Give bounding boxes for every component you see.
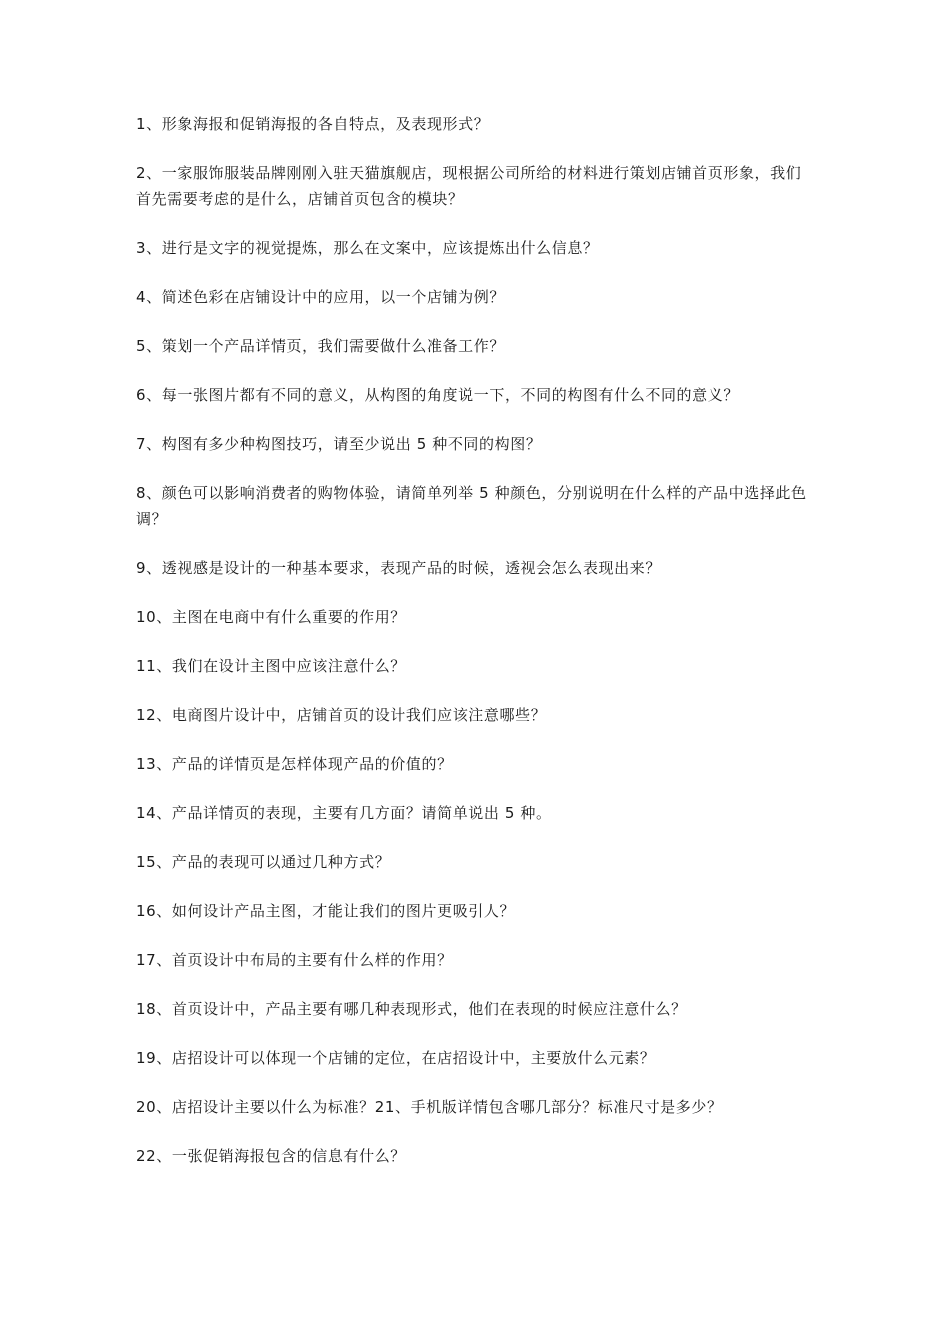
question-item: 18、首页设计中，产品主要有哪几种表现形式，他们在表现的时候应注意什么？ <box>136 1000 687 1018</box>
question-item: 19、店招设计可以体现一个店铺的定位，在店招设计中，主要放什么元素？ <box>136 1049 656 1067</box>
question-item: 1、形象海报和促销海报的各自特点，及表现形式？ <box>136 115 490 133</box>
question-item: 9、透视感是设计的一种基本要求，表现产品的时候，透视会怎么表现出来？ <box>136 559 661 577</box>
question-item: 10、主图在电商中有什么重要的作用？ <box>136 608 406 626</box>
question-item: 15、产品的表现可以通过几种方式？ <box>136 853 391 871</box>
question-item: 4、简述色彩在店铺设计中的应用，以一个店铺为例？ <box>136 288 505 306</box>
question-item: 2、一家服饰服装品牌刚刚入驻天猫旗舰店，现根据公司所给的材料进行策划店铺首页形象，我们首先需要考虑的是什么，店铺首页包含的模块？ <box>136 164 802 208</box>
question-item: 6、每一张图片都有不同的意义，从构图的角度说一下，不同的构图有什么不同的意义？ <box>136 386 739 404</box>
question-item: 11、我们在设计主图中应该注意什么？ <box>136 657 406 675</box>
question-item: 3、进行是文字的视觉提炼，那么在文案中，应该提炼出什么信息？ <box>136 239 599 257</box>
question-item: 5、策划一个产品详情页，我们需要做什么准备工作？ <box>136 337 505 355</box>
question-item: 16、如何设计产品主图，才能让我们的图片更吸引人？ <box>136 902 516 920</box>
question-item: 14、产品详情页的表现，主要有几方面？请简单说出 5 种。 <box>136 804 552 822</box>
question-item: 17、首页设计中布局的主要有什么样的作用？ <box>136 951 453 969</box>
question-item: 13、产品的详情页是怎样体现产品的价值的？ <box>136 755 453 773</box>
question-list <box>136 111 816 1192</box>
question-item: 12、电商图片设计中，店铺首页的设计我们应该注意哪些？ <box>136 706 547 724</box>
question-item: 22、一张促销海报包含的信息有什么？ <box>136 1147 406 1165</box>
question-item: 7、构图有多少种构图技巧，请至少说出 5 种不同的构图？ <box>136 435 542 453</box>
question-item: 8、颜色可以影响消费者的购物体验，请简单列举 5 种颜色，分别说明在什么样的产品中选择此色调？ <box>136 484 807 528</box>
question-item: 20、店招设计主要以什么为标准？21、手机版详情包含哪几部分？标准尺寸是多少？ <box>136 1098 723 1116</box>
